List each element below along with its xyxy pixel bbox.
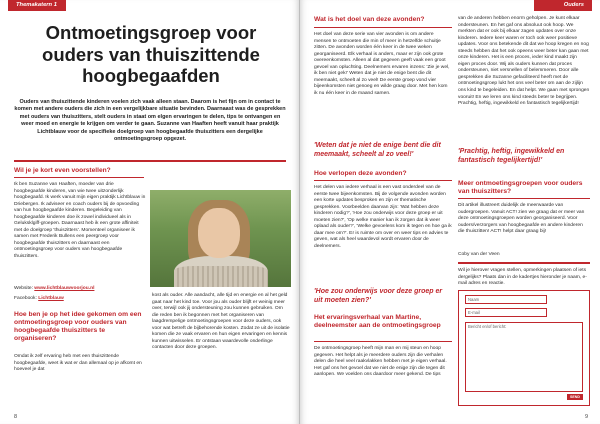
portrait-photo (150, 190, 291, 287)
send-button[interactable]: SEND (567, 394, 583, 400)
heading-more-groups: Meer ontmoetingsgroepen voor ouders van thuiszitters? (458, 180, 583, 195)
evenings-body: Het delen van iedere verhaal is een vast onderdeel van de eerste twee bijeenkomsten. Bij de volgende avonden worden een korte updates besproken en zijn er thematische gesprekken. Voorbeelden daarvan zijn: 'Wat hebben deze kinderen nodig?', 'Hoe zou onderwijs voor deze groep er uit moeten zien?', 'Op welke manier kan ik zorgen dat ik weer oplaad als ouder?', 'Welke gevoelens kom ik tegen en hoe ga ik daar mee om?'. Er is ruimte om over en weer tips en advies te geven, wat als heel waardevol wordt ervaren door de deelnemers. (314, 185, 452, 249)
heading-evenings: Hoe verlopen deze avonden? (314, 170, 407, 177)
article-intro: Ouders van thuiszittende kinderen voelen zich vaak alleen staan. Daarom is het fijn om in contact te komen met andere ouders die zich in een vergelijkbare situatie bevinden. Daarnaast was de gesprekken met ouders van thuiszitters, stelt ouders in staat om elgen ervaringen te delen, tips te ontvangen en weer moed en energie te krijgen om verder te gaan. Suzanne van Haaften heeft vanuit haar praktijk Lichtblauw voor de specifieke doelgroep van hoogbegaafde thuiszitters een dergelijke ontmoetingsgroep opgezet. (14, 99, 286, 143)
right-page (300, 0, 600, 424)
reaction-form (458, 290, 590, 406)
experience-body-continued: van de anderen hebben enorm geholpen. Je kunt elkaar ondersteunen. En het gaf ons absoluut ook hoop. We merkten dat er ook bij elkaar zagen updates over onze kinderen. Iedere keer waren er toch ook weer positieve updates. Voor ons betekende dit dat we hoop kregen en nog steeds hebben dat het ook opeens weer beter kan gaan met onze kinderen. Het is een proces, ieder kind maakt zijn eigen proces door. Wij als ouders kunnen dat proces ondersteunen, niet versnellen of belemmeren. Door alle gesprekken die Suzanne gefaciliteerd heeft met de ontmoetingsgroep lukt het ons veel beter om aan de zijlijn ons kind te begeleiden. En dat helpt. We gaan met sprongen vooruit! En we leren ons kind steeds beter te begrijpen. Prachtig, heftig, ingewikkeld en fantastisch tegelijkertijd! (458, 16, 590, 107)
section-divider (14, 160, 286, 162)
message-field[interactable] (465, 322, 583, 392)
page-number: 9 (584, 414, 588, 420)
email-field-label: E-mail (468, 310, 480, 315)
idea-body: Omdat ik zelf ervaring heb met een thuiszittende hoogbegaafde, weet ik wat er dan allemaal op je afkomt en hoeveel je dat (14, 354, 142, 373)
more-groups-body: Dit artikel illustreert duidelijk de meerwaarde van oudergroepen. Vanuit ACT! zien we graag dat er meer van deze ontmoetingsgroepen worden georganiseerd. Voor ouders/verzorgers van hoogbegaafde en andere kinderen die thuiszitten! ACT! helpt daar graag bij! (458, 203, 585, 235)
message-field-label: Bericht en/of bericht: (468, 324, 507, 329)
pull-quote-1: 'Weten dat je niet de enige bent die dit meemaakt, scheelt al zo veel!' (314, 142, 441, 158)
facebook-label: Facebook: (14, 296, 37, 301)
website-label: Website: (14, 286, 33, 291)
section-divider (458, 262, 590, 264)
name-field-label: Naam (468, 297, 480, 302)
experience-body: De ontmoetingsgroep heeft mijn man en mij steun en hoop gegeven. Het helpt als je meerdere ouders zijn die verhalen delen die heel veel raakvlakken hebben met je eigen verhaal. Het gaf ons het gevoel dat we niet de enige zijn die tegen dit aanlopen. We voelden ons daardoor meer gekend. De tips (314, 346, 447, 378)
goal-body: Het doel van deze serie van vier avonden is om andere mensen te ontmoeten die min of meer in hetzelfde schuitje zitten. De avonden worden één keer in de twee weken georganiseerd. Elk verhaal is anders, maar er zijn ook grote overeenkomsten. Alleen al dat gegeven geeft vaak een groot gevoel van opluchting. Deelnemers ervaren inzens: 'Zie je wel, ik ben niet gek!' Weten dat je niet de enige bent die dit meemaakt, scheelt al zo veel! De eerste groep vond vier bijeenkomsten niet genoeg en wilde graag door. Met hen kom ik nu één keer in de maand samen. (314, 32, 450, 96)
facebook-link[interactable]: Lichtblauw (38, 296, 64, 301)
section-tab: Ouders (534, 0, 592, 11)
pull-quote-3: 'Prachtig, heftig, ingewikkeld en fantastisch tegelijkertijd!' (458, 148, 565, 164)
name-field[interactable] (465, 295, 547, 304)
heading-underline (314, 180, 452, 181)
heading-idea: Hoe ben je op het idee gekomen om een ontmoetingsgroep voor ouders van hoogbegaafde thuiszitters te organiseren? (14, 311, 142, 343)
heading-experience: Het ervaringsverhaal van Martine, deelneemster aan de ontmoetingsgroep (314, 314, 441, 329)
pull-quote-2: 'Hoe zou onderwijs voor deze groep er uit moeten zien?' (314, 288, 443, 304)
page-number: 8 (14, 414, 18, 420)
author-signature: Coby van der Veen (458, 252, 500, 257)
website-link[interactable]: www.lichtblauwvoorjou.nl (34, 286, 95, 291)
article-title: Ontmoetingsgroep voor ouders van thuiszittende hoogbegaafden (42, 22, 260, 86)
heading-introduce: Wil je je kort even voorstellen? (14, 167, 111, 174)
facebook-line (14, 296, 146, 303)
email-field[interactable] (465, 308, 547, 317)
intro-body: Ik ben Suzanne van Haaften, moeder van drie hoogbegaafde kinderen, van wie twee uitzonderlijk hoogbegaafd. Ik werk vanuit mijn eigen praktijk Lichtblauw in Driebergen. Ik adviseer en coach ouders bij de opvoeding van hun hoogbegaafde kinderen. Begeleiding van hoogbegaafde kinderen doe ik zowel individueel als in Geluksklgiff-groepen. Daarnaast heb ik een grote affiniteit met de doelgroep 'thuiszitters'. Momenteel organiseer ik samen met Frederik Bullens een peergroep voor hoogbegaafde thuiszitters en daarnaast een ontmoetingsgroep voor ouders van hoogbegaafde thuiszitters. (14, 182, 146, 260)
heading-underline (314, 27, 452, 28)
section-tab: Themakatern 1 (8, 0, 66, 11)
heading-underline (458, 198, 590, 199)
heading-underline (314, 341, 452, 342)
idea-body-continued: kost als ouder. Alle aandacht, alle tijd en energie en al het geld gaat naar het kind toe. Voor jou als ouder blijft er weinig meer over, terwijl ook jij ondersteuning zou kunnen gebruiken. Om die reden ben ik begonnen met het organiseren van laagdrempelige ontmoetingsgroepen voor deze ouders, ook voor wat betreft de bijbehorende kosten. Zodat ze uit de isolatie komen die ze vaak ervaren en hun eigen ervaringen en kennis kunnen uitwisselen. Er ontstaan waardevolle onderlinge contacten door deze groepen. (152, 293, 290, 351)
call-to-action: Wil je hierover vragen stellen, opmerkingen plaatsen of iets dergelijks? Plaats dan in de kadertjes hieronder je naam, e-mail adres en reactie. (458, 268, 587, 287)
website-line (14, 286, 146, 293)
heading-goal: Wat is het doel van deze avonden? (314, 16, 425, 23)
heading-underline (14, 177, 144, 178)
